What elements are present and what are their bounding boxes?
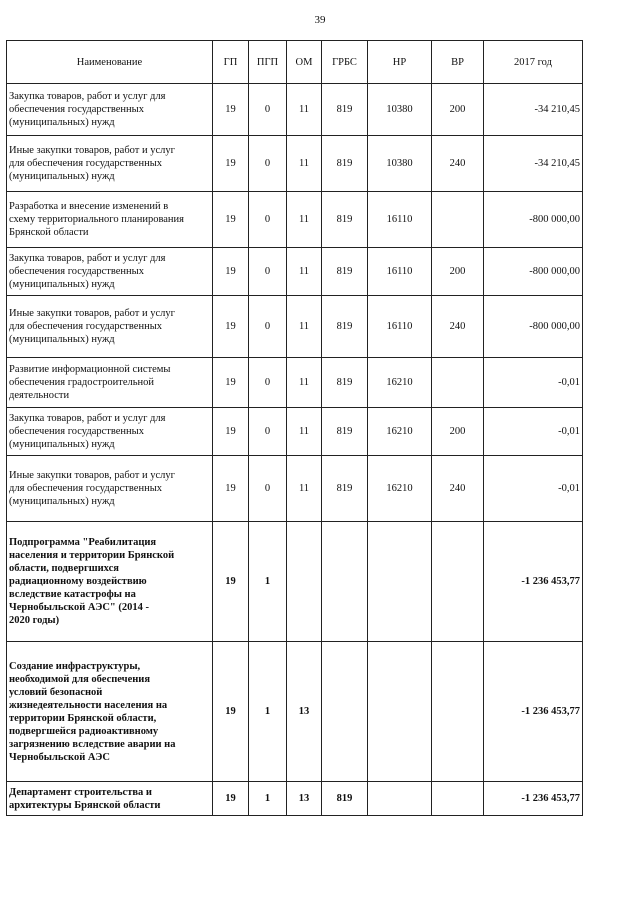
name-line: Иные закупки товаров, работ и услуг <box>9 145 175 156</box>
cell-om: 11 <box>287 408 322 456</box>
cell-grbs: 819 <box>322 456 368 522</box>
name-line: Брянской области <box>9 227 89 238</box>
table-row <box>7 456 583 522</box>
cell-grbs: 819 <box>322 84 368 136</box>
cell-vr <box>432 642 484 782</box>
header-vr: ВР <box>432 41 484 84</box>
name-line: жизнедеятельности населения на <box>9 699 168 711</box>
cell-pgp: 0 <box>249 296 287 358</box>
cell-pgp: 1 <box>249 782 287 816</box>
cell-pgp: 0 <box>249 358 287 408</box>
cell-om: 11 <box>287 136 322 192</box>
cell-nr: 16210 <box>368 358 432 408</box>
header-gp: ГП <box>213 41 249 84</box>
cell-nr <box>368 522 432 642</box>
cell-pgp: 0 <box>249 408 287 456</box>
name-line: условий безопасной <box>9 686 103 698</box>
cell-grbs <box>322 642 368 782</box>
cell-grbs: 819 <box>322 358 368 408</box>
cell-vr: 240 <box>432 296 484 358</box>
cell-pgp: 1 <box>249 522 287 642</box>
name-line: области, подвергшихся <box>9 563 119 574</box>
header-grbs: ГРБС <box>322 41 368 84</box>
table-row <box>7 642 583 782</box>
cell-name <box>7 84 213 136</box>
name-line: обеспечения государственных <box>9 104 144 115</box>
cell-gp: 19 <box>213 408 249 456</box>
table-body <box>7 84 583 816</box>
name-line: схему территориального планирования <box>9 214 185 225</box>
table-row <box>7 248 583 296</box>
cell-om <box>287 522 322 642</box>
table-row <box>7 84 583 136</box>
header-pgp: ПГП <box>249 41 287 84</box>
cell-gp: 19 <box>213 782 249 816</box>
name-line: Иные закупки товаров, работ и услуг <box>9 470 175 481</box>
cell-om: 11 <box>287 296 322 358</box>
cell-grbs: 819 <box>322 248 368 296</box>
cell-name <box>7 358 213 408</box>
cell-nr: 16210 <box>368 408 432 456</box>
name-line: Закупка товаров, работ и услуг для <box>9 91 166 102</box>
cell-grbs: 819 <box>322 192 368 248</box>
cell-name <box>7 642 213 782</box>
cell-om: 13 <box>287 782 322 816</box>
cell-grbs: 819 <box>322 296 368 358</box>
budget-table <box>6 40 583 816</box>
header-om: ОМ <box>287 41 322 84</box>
name-line: 2020 годы) <box>9 615 60 626</box>
cell-nr: 10380 <box>368 84 432 136</box>
name-line: Чернобыльской АЭС <box>9 751 110 763</box>
cell-nr <box>368 782 432 816</box>
cell-amount: -0,01 <box>484 358 583 408</box>
name-line: Закупка товаров, работ и услуг для <box>9 413 166 424</box>
cell-vr: 240 <box>432 456 484 522</box>
name-line: Развитие информационной системы <box>9 364 171 375</box>
name-line: для обеспечения государственных <box>9 321 162 332</box>
name-line: Подпрограмма "Реабилитация <box>9 537 157 548</box>
cell-amount: -1 236 453,77 <box>484 782 583 816</box>
table-row <box>7 192 583 248</box>
name-line: для обеспечения государственных <box>9 483 162 494</box>
name-line: вследствие катастрофы на <box>9 589 136 600</box>
cell-om: 11 <box>287 456 322 522</box>
table-row <box>7 522 583 642</box>
cell-om: 11 <box>287 192 322 248</box>
name-line: Создание инфраструктуры, <box>9 660 141 672</box>
cell-vr <box>432 782 484 816</box>
table-row <box>7 408 583 456</box>
cell-gp: 19 <box>213 248 249 296</box>
name-line: Чернобыльской АЭС" (2014 - <box>9 602 149 613</box>
cell-amount: -1 236 453,77 <box>484 642 583 782</box>
name-line: (муниципальных) нужд <box>9 439 115 450</box>
cell-amount: -34 210,45 <box>484 136 583 192</box>
name-line: деятельности <box>9 390 70 401</box>
cell-gp: 19 <box>213 84 249 136</box>
name-line: необходимой для обеспечения <box>9 673 151 685</box>
cell-pgp: 0 <box>249 136 287 192</box>
name-line: для обеспечения государственных <box>9 158 162 169</box>
name-line: подвергшейся радиоактивному <box>9 725 159 737</box>
cell-nr: 16110 <box>368 248 432 296</box>
cell-gp: 19 <box>213 192 249 248</box>
cell-vr: 200 <box>432 248 484 296</box>
name-line: загрязнению вследствие аварии на <box>9 738 176 750</box>
cell-vr <box>432 358 484 408</box>
table-row <box>7 358 583 408</box>
cell-grbs <box>322 522 368 642</box>
header-nr: НР <box>368 41 432 84</box>
cell-gp: 19 <box>213 296 249 358</box>
cell-vr: 240 <box>432 136 484 192</box>
table-header-row <box>7 41 583 84</box>
name-line: Иные закупки товаров, работ и услуг <box>9 308 175 319</box>
name-line: Разработка и внесение изменений в <box>9 201 169 212</box>
cell-grbs: 819 <box>322 408 368 456</box>
cell-nr <box>368 642 432 782</box>
header-name: Наименование <box>7 41 213 84</box>
cell-name <box>7 192 213 248</box>
name-line: (муниципальных) нужд <box>9 496 115 507</box>
name-line: (муниципальных) нужд <box>9 117 115 128</box>
name-line: обеспечения государственных <box>9 426 144 437</box>
cell-nr: 16210 <box>368 456 432 522</box>
cell-name <box>7 296 213 358</box>
cell-name <box>7 136 213 192</box>
cell-name <box>7 522 213 642</box>
cell-vr <box>432 192 484 248</box>
table-row <box>7 136 583 192</box>
cell-gp: 19 <box>213 456 249 522</box>
cell-amount: -0,01 <box>484 456 583 522</box>
cell-gp: 19 <box>213 642 249 782</box>
cell-pgp: 1 <box>249 642 287 782</box>
cell-amount: -800 000,00 <box>484 296 583 358</box>
page-number: 39 <box>314 14 326 26</box>
cell-vr <box>432 522 484 642</box>
cell-name <box>7 782 213 816</box>
cell-pgp: 0 <box>249 456 287 522</box>
name-line: (муниципальных) нужд <box>9 279 115 290</box>
cell-name <box>7 456 213 522</box>
name-line: территории Брянской области, <box>9 712 157 724</box>
cell-gp: 19 <box>213 522 249 642</box>
cell-amount: -0,01 <box>484 408 583 456</box>
cell-amount: -800 000,00 <box>484 192 583 248</box>
table-row <box>7 782 583 816</box>
table-row <box>7 296 583 358</box>
cell-grbs: 819 <box>322 782 368 816</box>
cell-om: 11 <box>287 248 322 296</box>
cell-pgp: 0 <box>249 248 287 296</box>
cell-grbs: 819 <box>322 136 368 192</box>
cell-amount: -800 000,00 <box>484 248 583 296</box>
cell-nr: 10380 <box>368 136 432 192</box>
cell-gp: 19 <box>213 358 249 408</box>
name-line: обеспечения градостроительной <box>9 377 155 388</box>
name-line: Департамент строительства и <box>9 786 152 798</box>
cell-pgp: 0 <box>249 84 287 136</box>
header-year: 2017 год <box>484 41 583 84</box>
name-line: обеспечения государственных <box>9 266 144 277</box>
name-line: архитектуры Брянской области <box>9 799 161 811</box>
cell-name <box>7 248 213 296</box>
cell-vr: 200 <box>432 408 484 456</box>
name-line: радиационному воздействию <box>9 576 147 587</box>
cell-nr: 16110 <box>368 192 432 248</box>
name-line: (муниципальных) нужд <box>9 171 115 182</box>
cell-gp: 19 <box>213 136 249 192</box>
cell-amount: -1 236 453,77 <box>484 522 583 642</box>
cell-om: 11 <box>287 84 322 136</box>
cell-pgp: 0 <box>249 192 287 248</box>
cell-amount: -34 210,45 <box>484 84 583 136</box>
name-line: Закупка товаров, работ и услуг для <box>9 253 166 264</box>
cell-name <box>7 408 213 456</box>
name-line: (муниципальных) нужд <box>9 334 115 345</box>
cell-nr: 16110 <box>368 296 432 358</box>
cell-vr: 200 <box>432 84 484 136</box>
cell-om: 11 <box>287 358 322 408</box>
name-line: населения и территории Брянской <box>9 550 175 561</box>
cell-om: 13 <box>287 642 322 782</box>
